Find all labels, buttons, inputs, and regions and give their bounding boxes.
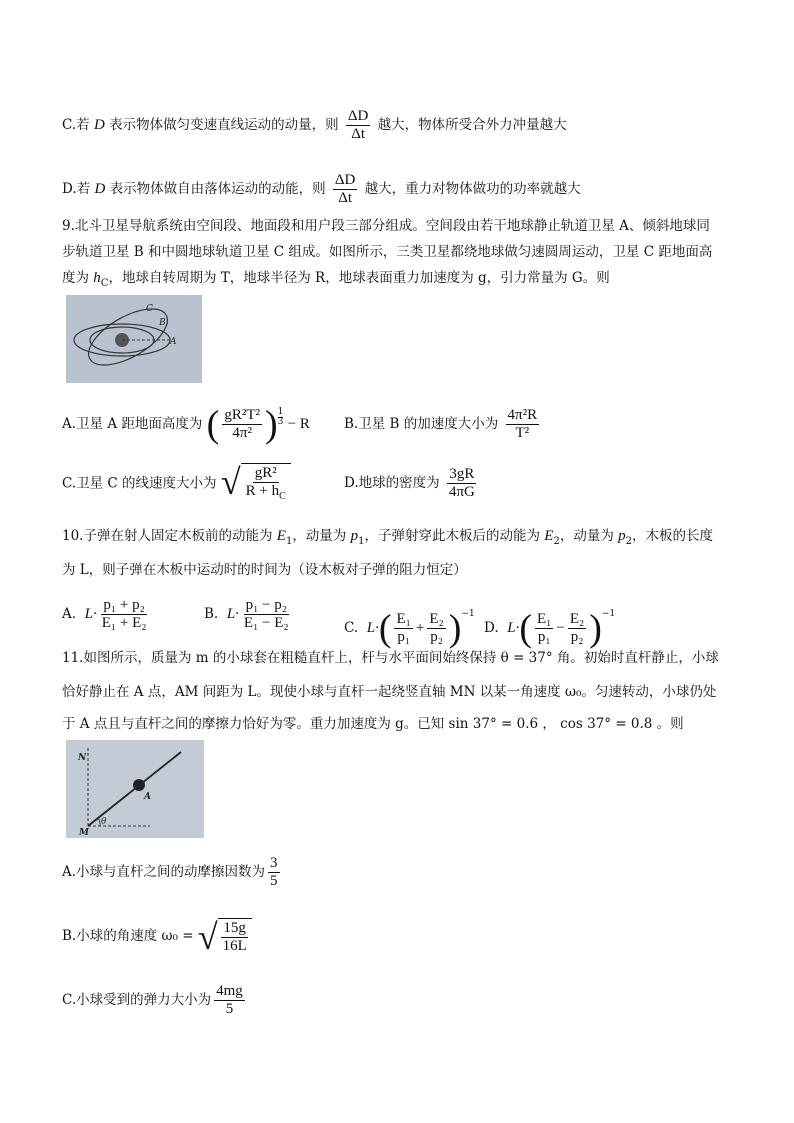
var: h <box>93 270 101 286</box>
q9-option-b <box>344 404 542 444</box>
q10-stem-line2: 为 L，则子弹在木板中运动时的时间为（设木板对子弹的阻力恒定） <box>62 562 467 578</box>
q9-stem-line1: 9.北斗卫星导航系统由空间段、地面段和用户段三部分组成。空间段由若干地球静止轨道卫星 A、倾斜地球同 <box>62 218 710 234</box>
option-text: C.卫星 C 的线速度大小为 <box>62 475 217 492</box>
q11-stem-line2: 恰好静止在 A 点，AM 间距为 L。现使小球与直杆一起绕竖直轴 MN 以某一角速度 ω₀。匀速转动，小球仍处 <box>62 684 717 700</box>
subscript: C <box>100 278 109 289</box>
q11-option-a: A.小球与直杆之间的动摩擦因数为 $\frac{3}{5}$ <box>62 855 278 889</box>
option-text: C.若 <box>62 117 94 133</box>
fraction <box>506 407 540 442</box>
orbit-label-c: C <box>146 304 153 314</box>
q11-option-b: B.小球的角速度 ω₀ = √ $\frac{15g}{16L}$ <box>62 916 252 956</box>
q8-option-c <box>62 108 567 143</box>
numerator: 3gR <box>449 466 475 482</box>
expr-tail: − R <box>287 416 310 432</box>
option-text: 表示物体做匀变速直线运动的动量，则 <box>104 117 339 133</box>
q10-option-a: A. L· $\frac{\text{p₁ + p₂}}{\text{E₁ + E₂}}$ <box>62 597 147 631</box>
q10-option-d: D. L·( $\frac{\text{E₁}}{\text{p₁}}$ − $\frac{\text{E₂}}{\text{p₂}}$ )$^{-1}$ <box>484 607 616 650</box>
option-text: B.卫星 B 的加速度大小为 <box>344 416 499 432</box>
label-m: M <box>79 828 89 838</box>
orbit-label-b: B <box>159 318 166 328</box>
denominator: 4πG <box>448 484 475 500</box>
q11-option-c: C.小球受到的弹力大小为 $\frac{4mg}{5}$ <box>62 983 243 1017</box>
q8-option-d <box>62 172 581 207</box>
denominator: T² <box>515 425 530 441</box>
rod-ball-figure <box>66 740 204 838</box>
option-text: D.地球的密度为 <box>344 475 440 491</box>
q11-stem-line3: 于 A 点且与直杆之间的摩擦力恰好为零。重力加速度为 g。已知 sin 37° = 0.6 ， cos 37° = 0.8 。则 <box>62 716 684 732</box>
fraction <box>222 407 262 442</box>
fraction <box>333 172 357 207</box>
option-text: 越大，物体所受合外力冲量越大 <box>377 117 567 133</box>
q10-option-b: B. L· $\frac{\text{p₁ − p₂}}{\text{E₁ − E₂}}$ <box>204 597 289 631</box>
option-text: 表示物体做自由落体运动的动能，则 <box>105 181 326 197</box>
fraction: $\frac{\text{p₁ − p₂}}{\text{E₁ − E₂}}$ <box>243 597 289 631</box>
sqrt: √ $\frac{\text{gR²}}{R + h_C}$ <box>221 463 291 505</box>
var: D <box>94 181 106 197</box>
fraction <box>447 466 477 501</box>
q9-stem-line2: 步轨道卫星 B 和中圆地球轨道卫星 C 组成。如图所示，三类卫星都绕地球做匀速圆周运动，卫星 C 距地面高 <box>62 244 713 260</box>
orbit-label-a: A <box>170 337 177 347</box>
fraction: $\frac{4mg}{5}$ <box>216 983 243 1017</box>
numerator: ΔD <box>347 108 369 124</box>
label-theta: θ <box>101 817 107 827</box>
numerator: gR² <box>254 465 277 481</box>
q10-stem-line1: 10.子弹在射人固定木板前的动能为 $E_1$，动量为 $p_1$，子弹射穿此木板后的动能为 $E_2$，动量为 $p_2$，木板的长度 <box>62 528 713 547</box>
option-text: D.若 <box>62 181 95 197</box>
q9-stem-line3 <box>62 268 610 294</box>
denominator: Δt <box>351 126 366 142</box>
exponent: $\frac{1}{3}$ <box>277 407 284 427</box>
fraction <box>244 465 288 505</box>
satellite-orbit-figure <box>66 295 202 383</box>
numerator: 4π²R <box>507 407 538 423</box>
fraction: $\frac{\text{p₁ + p₂}}{\text{E₁ + E₂}}$ <box>101 597 147 631</box>
q9-option-d <box>344 463 480 503</box>
label-a: A <box>144 792 151 802</box>
fraction <box>346 108 370 143</box>
option-text: A.卫星 A 距地面高度为 <box>62 416 203 432</box>
label-n: N <box>78 753 87 763</box>
denominator: $R + h_C$ <box>245 483 286 502</box>
sqrt: √ $\frac{15g}{16L}$ <box>198 918 252 956</box>
numerator: ΔD <box>334 172 356 188</box>
var: D <box>93 117 105 133</box>
denominator: 4π² <box>232 425 252 441</box>
fraction: $\frac{3}{5}$ <box>270 855 278 889</box>
q9-option-c <box>62 463 291 505</box>
denominator: Δt <box>338 190 353 206</box>
q10-option-c: C. L·( $\frac{\text{E₁}}{\text{p₁}}$ + $\frac{\text{E₂}}{\text{p₂}}$ )$^{-1}$ <box>344 607 475 650</box>
stem-text: ，地球自转周期为 T，地球半径为 R，地球表面重力加速度为 g，引力常量为 G。则 <box>108 270 610 286</box>
q11-stem-line1: 11.如图所示，质量为 m 的小球套在粗糙直杆上，杆与水平面间始终保持 θ = 37° 角。初始时直杆静止，小球 <box>62 650 719 666</box>
numerator: gR²T² <box>224 407 260 423</box>
stem-text: 度为 <box>62 270 94 286</box>
q9-option-a: A.卫星 A 距地面高度为 ( $\frac{\text{gR²T²}}{\text{4π²}}$ ) $\frac{1}{3}$ − R <box>62 403 310 446</box>
option-text: 越大，重力对物体做功的功率就越大 <box>364 181 581 197</box>
